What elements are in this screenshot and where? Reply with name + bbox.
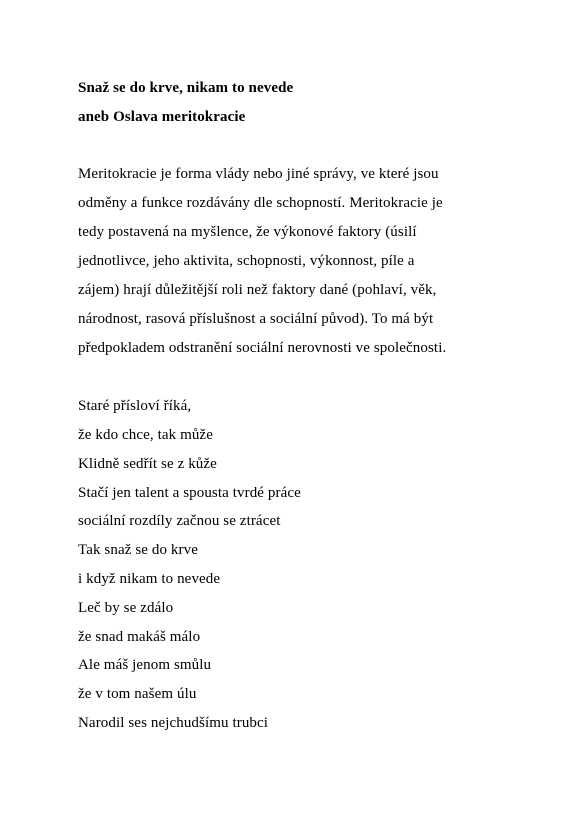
intro-line: národnost, rasová příslušnost a sociální původ). To má být [78, 311, 434, 327]
poem-line: že kdo chce, tak může [78, 427, 213, 443]
poem-line: sociální rozdíly začnou se ztrácet [78, 513, 281, 529]
intro-line: odměny a funkce rozdávány dle schopností. Meritokracie je [78, 195, 443, 211]
intro-line: předpokladem odstranění sociální nerovnosti ve společnosti. [78, 340, 447, 356]
poem-line: Narodil ses nejchudšímu trubci [78, 715, 269, 731]
poem-line: Stačí jen talent a spousta tvrdé práce [78, 485, 301, 501]
poem-line: Klidně sedřít se z kůže [78, 456, 217, 472]
poem-line: že v tom našem úlu [78, 686, 197, 702]
intro-line: zájem) hrají důležitější roli než faktory dané (pohlaví, věk, [78, 282, 437, 298]
poem-line: Tak snaž se do krve [78, 542, 198, 558]
poem-line: i když nikam to nevede [78, 571, 221, 587]
intro-line: Meritokracie je forma vlády nebo jiné správy, ve které jsou [78, 166, 439, 182]
intro-line: jednotlivce, jeho aktivita, schopnosti, výkonnost, píle a [78, 253, 415, 269]
poem-line: Leč by se zdálo [78, 600, 174, 616]
poem-line: Staré přísloví říká, [78, 398, 192, 414]
poem-line: že snad makáš málo [78, 629, 201, 645]
title-line-1: Snaž se do krve, nikam to nevede [78, 80, 294, 96]
title-line-2: aneb Oslava meritokracie [78, 109, 246, 125]
poem-line: Ale máš jenom smůlu [78, 657, 212, 673]
intro-line: tedy postavená na myšlence, že výkonové faktory (úsilí [78, 224, 417, 240]
